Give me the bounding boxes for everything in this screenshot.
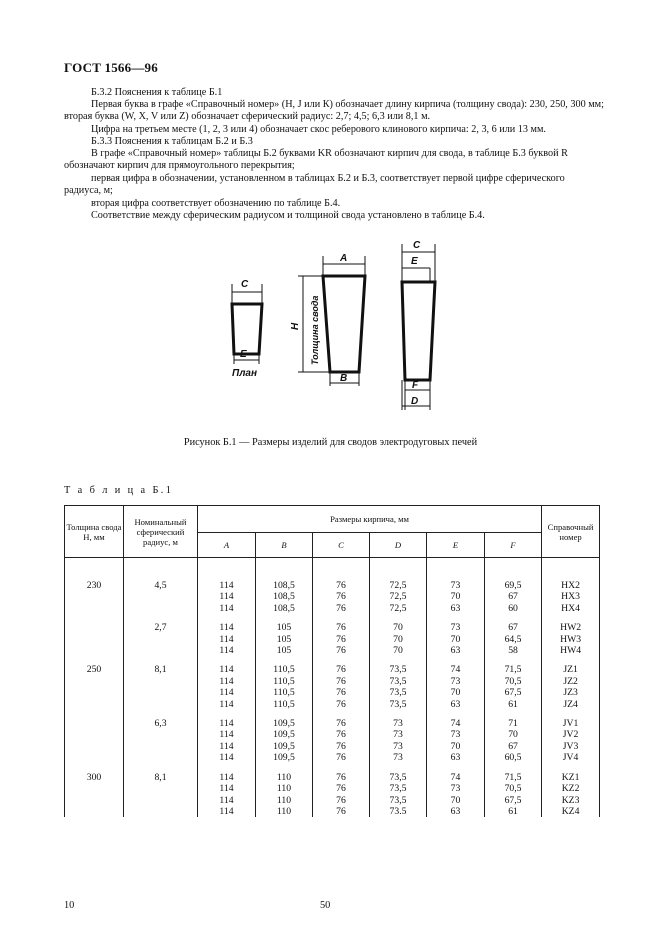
paragraph: В графе «Справочный номер» таблицы Б.2 буквами KR обозначают кирпич для свода, в таблице Б.3 буквой R обозначают кирпич для прямоугольного перекрытия; xyxy=(64,148,568,172)
cell-size: 109,5 xyxy=(256,729,313,740)
cell-radius: 4,5 xyxy=(124,580,198,591)
cell-size: 76 xyxy=(313,795,370,806)
cell-ref: HX3 xyxy=(542,591,600,602)
cell-ref: HW4 xyxy=(542,645,600,656)
cell-size: 70 xyxy=(427,634,485,645)
cell-size: 63 xyxy=(427,603,485,614)
cell-size: 108,5 xyxy=(256,603,313,614)
cell-size: 64,5 xyxy=(485,634,542,645)
brick-side-shape xyxy=(323,276,365,372)
table-row xyxy=(65,603,600,614)
cell-size: 74 xyxy=(427,772,485,783)
cell-size: 114 xyxy=(198,718,256,729)
cell-ref: HX2 xyxy=(542,580,600,591)
header-radius: Номинальный сферический радиус, м xyxy=(124,506,198,558)
cell-size: 76 xyxy=(313,741,370,752)
cell-size: 76 xyxy=(313,783,370,794)
cell-radius: 6,3 xyxy=(124,718,198,729)
cell-size: 76 xyxy=(313,645,370,656)
table-row xyxy=(65,687,600,698)
cell-thickness: 250 xyxy=(65,664,124,675)
cell-size: 114 xyxy=(198,729,256,740)
header-col-a: A xyxy=(198,533,256,558)
cell-thickness xyxy=(65,645,124,656)
cell-size: 76 xyxy=(313,806,370,817)
page-number-left: 10 xyxy=(64,900,75,911)
header-sizes: Размеры кирпича, мм xyxy=(198,506,542,533)
cell-size: 73 xyxy=(427,622,485,633)
table-row xyxy=(65,783,600,794)
header-ref: Справочный номер xyxy=(542,506,600,558)
figure-caption: Рисунок Б.1 — Размеры изделий для сводов электродуговых печей xyxy=(183,437,478,448)
cell-size: 114 xyxy=(198,634,256,645)
cell-size: 110,5 xyxy=(256,676,313,687)
cell-size: 70 xyxy=(370,622,427,633)
header-thickness: Толщина свода H, мм xyxy=(65,506,124,558)
cell-thickness xyxy=(65,741,124,752)
cell-size: 70 xyxy=(485,729,542,740)
cell-size: 74 xyxy=(427,718,485,729)
cell-size: 67 xyxy=(485,622,542,633)
cell-size: 114 xyxy=(198,795,256,806)
label-h: H xyxy=(290,322,301,330)
cell-size: 114 xyxy=(198,741,256,752)
cell-size: 73,5 xyxy=(370,772,427,783)
cell-size: 76 xyxy=(313,664,370,675)
cell-thickness xyxy=(65,718,124,729)
cell-size: 60 xyxy=(485,603,542,614)
cell-size: 63 xyxy=(427,645,485,656)
table-row xyxy=(65,676,600,687)
document-header: ГОСТ 1566—96 xyxy=(64,60,158,75)
cell-ref: JZ3 xyxy=(542,687,600,698)
cell-radius xyxy=(124,634,198,645)
brick-size-table xyxy=(64,505,600,817)
cell-size: 109,5 xyxy=(256,718,313,729)
cell-size: 73 xyxy=(370,752,427,763)
table-body xyxy=(65,558,600,818)
paragraph: Б.3.3 Пояснения к таблицам Б.2 и Б.3 xyxy=(91,136,253,147)
cell-size: 110 xyxy=(256,795,313,806)
table-row xyxy=(65,806,600,817)
cell-size: 114 xyxy=(198,622,256,633)
label-a: A xyxy=(340,253,348,264)
cell-size: 70 xyxy=(370,634,427,645)
cell-size: 105 xyxy=(256,622,313,633)
cell-size: 114 xyxy=(198,591,256,602)
cell-radius xyxy=(124,729,198,740)
label-e-plan: E xyxy=(240,349,247,360)
cell-size: 70 xyxy=(427,687,485,698)
cell-size: 67,5 xyxy=(485,795,542,806)
cell-thickness xyxy=(65,591,124,602)
cell-radius xyxy=(124,699,198,710)
cell-thickness xyxy=(65,729,124,740)
cell-size: 73,5 xyxy=(370,664,427,675)
brick-edge-shape xyxy=(402,282,435,380)
cell-thickness xyxy=(65,783,124,794)
cell-size: 110,5 xyxy=(256,664,313,675)
plan-shape xyxy=(232,304,262,354)
cell-radius: 2,7 xyxy=(124,622,198,633)
paragraph: Б.3.2 Пояснения к таблице Б.1 xyxy=(91,87,223,98)
cell-thickness xyxy=(65,603,124,614)
cell-thickness xyxy=(65,676,124,687)
paragraph: вторая цифра соответствует обозначению по таблице Б.4. xyxy=(91,198,341,209)
cell-size: 73 xyxy=(370,741,427,752)
cell-radius xyxy=(124,591,198,602)
paragraph: Соответствие между сферическим радиусом и толщиной свода установлено в таблице Б.4. xyxy=(91,210,485,221)
cell-size: 105 xyxy=(256,645,313,656)
cell-size: 58 xyxy=(485,645,542,656)
paragraph: Цифра на третьем месте (1, 2, 3 или 4) обозначает скос реберового клинового кирпича: 2, 3, 6 или 13 мм. xyxy=(91,124,546,135)
cell-size: 72,5 xyxy=(370,603,427,614)
cell-size: 114 xyxy=(198,772,256,783)
cell-ref: KZ1 xyxy=(542,772,600,783)
cell-size: 114 xyxy=(198,806,256,817)
cell-ref: HW3 xyxy=(542,634,600,645)
cell-radius: 8,1 xyxy=(124,664,198,675)
cell-size: 114 xyxy=(198,752,256,763)
brick-dimensions-figure xyxy=(0,240,661,420)
cell-size: 109,5 xyxy=(256,741,313,752)
cell-radius xyxy=(124,603,198,614)
cell-size: 114 xyxy=(198,687,256,698)
header-col-b: B xyxy=(256,533,313,558)
table-row xyxy=(65,772,600,783)
cell-size: 73,5 xyxy=(370,687,427,698)
header-col-f: F xyxy=(485,533,542,558)
cell-size: 114 xyxy=(198,664,256,675)
cell-ref: JV2 xyxy=(542,729,600,740)
cell-thickness: 230 xyxy=(65,580,124,591)
cell-size: 67,5 xyxy=(485,687,542,698)
cell-ref: JZ1 xyxy=(542,664,600,675)
table-row xyxy=(65,741,600,752)
cell-radius xyxy=(124,676,198,687)
cell-size: 76 xyxy=(313,676,370,687)
cell-size: 67 xyxy=(485,741,542,752)
cell-size: 72,5 xyxy=(370,591,427,602)
cell-size: 61 xyxy=(485,806,542,817)
cell-size: 70 xyxy=(370,645,427,656)
cell-size: 70 xyxy=(427,591,485,602)
cell-size: 73.5 xyxy=(370,806,427,817)
cell-ref: JZ2 xyxy=(542,676,600,687)
label-c-right: C xyxy=(413,240,421,251)
paragraph: Первая буква в графе «Справочный номер» (Н, J или К) обозначает длину кирпича (толщину свода): 230, 250, 300 мм; вторая буква (W, X, V или Z) обозначает сферический радиус: 2,7; 4,5; 6,3 или 8,1 м. xyxy=(64,99,604,123)
cell-size: 73,5 xyxy=(370,795,427,806)
cell-size: 110,5 xyxy=(256,699,313,710)
table-row xyxy=(65,699,600,710)
cell-thickness xyxy=(65,634,124,645)
cell-size: 76 xyxy=(313,752,370,763)
cell-size: 73,5 xyxy=(370,676,427,687)
cell-size: 76 xyxy=(313,580,370,591)
cell-size: 76 xyxy=(313,591,370,602)
label-plan: План xyxy=(232,368,258,379)
cell-size: 105 xyxy=(256,634,313,645)
label-c-plan: C xyxy=(241,279,249,290)
cell-size: 70 xyxy=(427,795,485,806)
table-row xyxy=(65,622,600,633)
header-col-d: D xyxy=(370,533,427,558)
cell-size: 76 xyxy=(313,603,370,614)
table-row xyxy=(65,718,600,729)
cell-size: 108,5 xyxy=(256,580,313,591)
cell-size: 61 xyxy=(485,699,542,710)
cell-size: 63 xyxy=(427,699,485,710)
cell-size: 108,5 xyxy=(256,591,313,602)
cell-size: 74 xyxy=(427,664,485,675)
cell-radius xyxy=(124,687,198,698)
cell-size: 114 xyxy=(198,783,256,794)
cell-size: 70,5 xyxy=(485,676,542,687)
cell-size: 73 xyxy=(370,729,427,740)
cell-size: 114 xyxy=(198,645,256,656)
cell-thickness xyxy=(65,752,124,763)
cell-size: 73 xyxy=(427,676,485,687)
table-row xyxy=(65,591,600,602)
paragraph: первая цифра в обозначении, установленном в таблицах Б.2 и Б.3, соответствует первой цифре сферического радиуса, м; xyxy=(64,173,565,197)
label-b: B xyxy=(340,373,348,384)
cell-size: 70 xyxy=(427,741,485,752)
cell-size: 73,5 xyxy=(370,699,427,710)
cell-size: 110,5 xyxy=(256,687,313,698)
table-row xyxy=(65,645,600,656)
cell-radius xyxy=(124,806,198,817)
cell-ref: KZ3 xyxy=(542,795,600,806)
cell-size: 76 xyxy=(313,729,370,740)
cell-size: 71,5 xyxy=(485,772,542,783)
cell-size: 76 xyxy=(313,718,370,729)
table-row xyxy=(65,752,600,763)
cell-size: 73 xyxy=(427,729,485,740)
cell-size: 109,5 xyxy=(256,752,313,763)
label-d: D xyxy=(411,396,419,407)
cell-thickness: 300 xyxy=(65,772,124,783)
cell-radius xyxy=(124,741,198,752)
cell-thickness xyxy=(65,699,124,710)
cell-ref: KZ4 xyxy=(542,806,600,817)
cell-ref: KZ2 xyxy=(542,783,600,794)
cell-thickness xyxy=(65,687,124,698)
cell-thickness xyxy=(65,806,124,817)
cell-ref: JV3 xyxy=(542,741,600,752)
cell-size: 60,5 xyxy=(485,752,542,763)
cell-size: 73,5 xyxy=(370,783,427,794)
cell-size: 63 xyxy=(427,806,485,817)
cell-thickness xyxy=(65,622,124,633)
cell-size: 76 xyxy=(313,772,370,783)
cell-size: 70,5 xyxy=(485,783,542,794)
cell-radius xyxy=(124,752,198,763)
cell-size: 114 xyxy=(198,699,256,710)
page-number-center: 50 xyxy=(320,900,331,911)
label-e-right: E xyxy=(411,256,418,267)
cell-size: 110 xyxy=(256,783,313,794)
label-vault-thickness: Толщина свода xyxy=(310,295,320,365)
cell-radius xyxy=(124,795,198,806)
cell-size: 73 xyxy=(427,580,485,591)
table-row xyxy=(65,664,600,675)
cell-size: 73 xyxy=(370,718,427,729)
header-col-c: C xyxy=(313,533,370,558)
cell-ref: JV4 xyxy=(542,752,600,763)
cell-radius: 8,1 xyxy=(124,772,198,783)
cell-radius xyxy=(124,645,198,656)
cell-ref: JV1 xyxy=(542,718,600,729)
cell-size: 110 xyxy=(256,806,313,817)
cell-size: 71 xyxy=(485,718,542,729)
cell-size: 114 xyxy=(198,580,256,591)
cell-thickness xyxy=(65,795,124,806)
cell-size: 71,5 xyxy=(485,664,542,675)
cell-size: 110 xyxy=(256,772,313,783)
cell-size: 76 xyxy=(313,699,370,710)
table-row xyxy=(65,729,600,740)
cell-size: 72,5 xyxy=(370,580,427,591)
cell-ref: HW2 xyxy=(542,622,600,633)
table-row xyxy=(65,580,600,591)
cell-radius xyxy=(124,783,198,794)
cell-size: 114 xyxy=(198,603,256,614)
cell-size: 76 xyxy=(313,622,370,633)
cell-size: 69,5 xyxy=(485,580,542,591)
cell-size: 114 xyxy=(198,676,256,687)
header-col-e: E xyxy=(427,533,485,558)
cell-ref: JZ4 xyxy=(542,699,600,710)
table-row xyxy=(65,795,600,806)
cell-size: 76 xyxy=(313,634,370,645)
cell-size: 67 xyxy=(485,591,542,602)
cell-size: 73 xyxy=(427,783,485,794)
cell-size: 63 xyxy=(427,752,485,763)
cell-size: 76 xyxy=(313,687,370,698)
table-row xyxy=(65,634,600,645)
table-caption: Т а б л и ц а Б.1 xyxy=(64,485,174,496)
label-f: F xyxy=(412,380,419,391)
cell-ref: HX4 xyxy=(542,603,600,614)
